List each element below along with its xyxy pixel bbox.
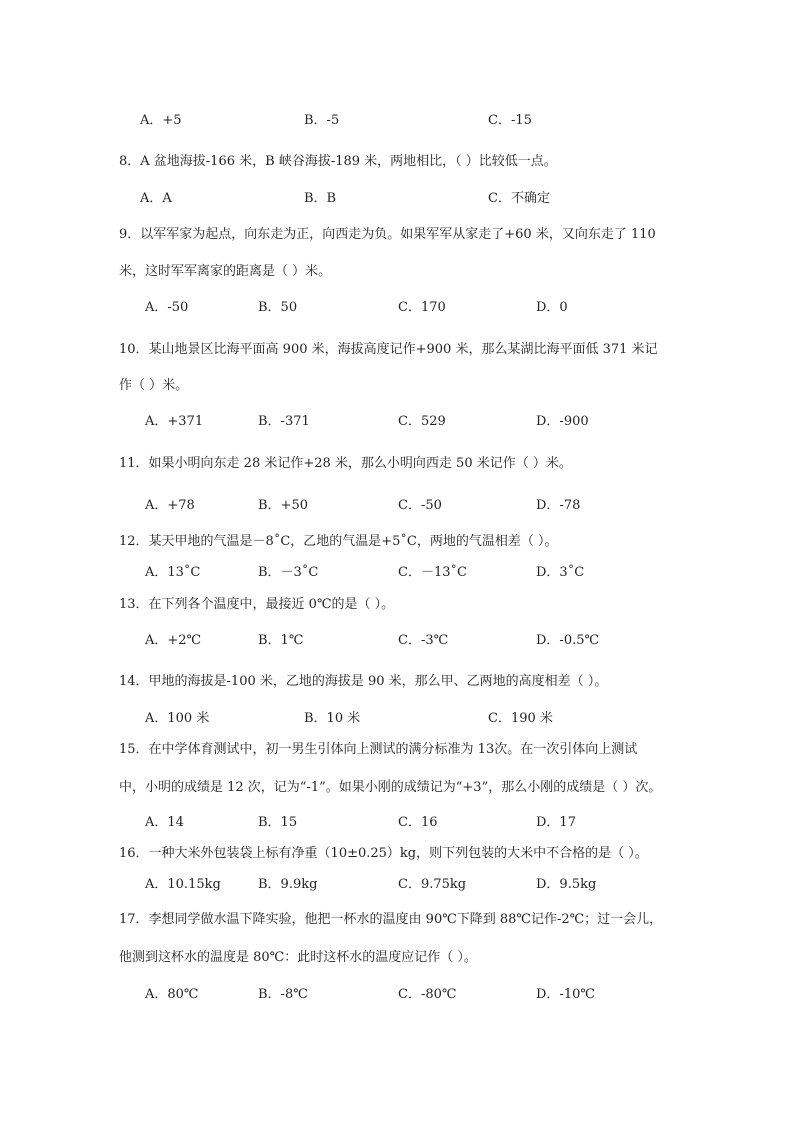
option: B．-5 (304, 113, 340, 128)
option: A．10.15kg (145, 877, 221, 892)
option: B．B (304, 191, 337, 206)
option: B．9.9kg (258, 877, 318, 892)
option: C．－13˚C (398, 565, 467, 580)
option: C．529 (398, 414, 446, 429)
option: B．-371 (258, 414, 310, 429)
question-text: 16．一种大米外包装袋上标有净重（10±0.25）kg，则下列包装的大米中不合格的是（ ）。 (119, 846, 648, 861)
option: C．170 (398, 300, 446, 315)
option: B．10 米 (304, 711, 361, 726)
question-text: 8．A 盆地海拔-166 米，B 峡谷海拔-189 米，两地相比，（ ）比较低一点。 (119, 154, 557, 169)
question-text: 15．在中学体育测试中，初一男生引体向上测试的满分标准为 13次。在一次引体向上测试 (119, 742, 638, 757)
option: A．+371 (145, 414, 204, 429)
option: D．-0.5℃ (536, 633, 600, 648)
question-text: 作（ ）米。 (119, 378, 189, 393)
option: A．-50 (145, 300, 189, 315)
option: D．-78 (536, 498, 581, 513)
option: D．3˚C (536, 565, 585, 580)
option: A．+2℃ (145, 633, 202, 648)
option: B．+50 (258, 498, 308, 513)
option: C．9.75kg (398, 877, 467, 892)
option: B．-8℃ (258, 987, 308, 1002)
option: D．0 (536, 300, 568, 315)
question-text: 中，小明的成绩是 12 次，记为“-1”。如果小刚的成绩记为“+3”，那么小刚的成绩是（ ）次。 (119, 780, 662, 795)
option: C．-15 (488, 113, 532, 128)
option: A．14 (145, 815, 184, 830)
question-text: 17．李想同学做水温下降实验，他把一杯水的温度由 90℃下降到 88℃记作-2℃；过一会儿， (119, 912, 663, 927)
option: C．-80℃ (398, 987, 457, 1002)
option: D．17 (536, 815, 576, 830)
option: C．-50 (398, 498, 442, 513)
question-text: 他测到这杯水的温度是 80℃：此时这杯水的温度应记作（ ）。 (119, 950, 477, 965)
option: C．-3℃ (398, 633, 449, 648)
option: B．50 (258, 300, 298, 315)
option: C．16 (398, 815, 438, 830)
option: D．9.5kg (536, 877, 597, 892)
option: B．1℃ (258, 633, 304, 648)
question-text: 12．某天甲地的气温是－8˚C，乙地的气温是+5˚C，两地的气温相差（ ）。 (119, 534, 558, 549)
option: A．+78 (145, 498, 195, 513)
option: A．A (140, 191, 172, 206)
question-text: 9．以军军家为起点，向东走为正，向西走为负。如果军军从家走了+60 米，又向东走了 110 (119, 227, 656, 242)
question-text: 14．甲地的海拔是-100 米，乙地的海拔是 90 米，那么甲、乙两地的高度相差（ ）。 (119, 674, 608, 689)
option: A．13˚C (145, 565, 201, 580)
option: D．-900 (536, 414, 589, 429)
question-text: 10．某山地景区比海平面高 900 米，海拔高度记作+900 米，那么某湖比海平面低 371 米记 (119, 342, 658, 357)
question-text: 米，这时军军离家的距离是（ ）米。 (119, 264, 332, 279)
option: D．-10℃ (536, 987, 595, 1002)
option: B．15 (258, 815, 298, 830)
question-text: 11．如果小明向东走 28 米记作+28 米，那么小明向西走 50 米记作（ ）米。 (119, 456, 572, 471)
option: C．190 米 (488, 711, 553, 726)
option: A．+5 (140, 113, 182, 128)
option: A．80℃ (145, 987, 199, 1002)
option: C．不确定 (488, 191, 550, 206)
option: B．－3˚C (258, 565, 319, 580)
question-text: 13．在下列各个温度中，最接近 0℃的是（ ）。 (119, 597, 395, 612)
option: A．100 米 (145, 711, 210, 726)
